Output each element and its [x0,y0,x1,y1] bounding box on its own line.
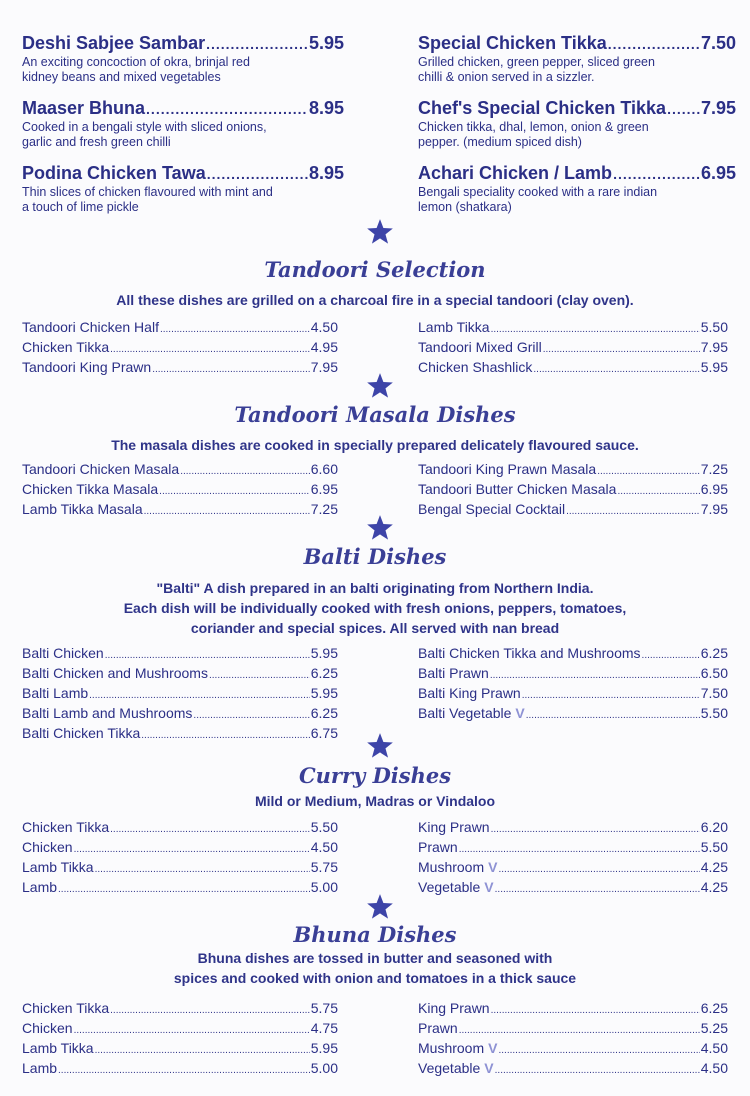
list-item [22,877,338,897]
special-item [22,33,344,84]
dish-name: Balti Chicken Tikka [22,725,141,741]
section-subtitle: All these dishes are grilled on a charcoal fire in a special tandoori (clay oven). [116,292,634,308]
section-title-curry: Curry Dishes [298,763,452,788]
dish-price: 4.25 [700,859,728,875]
section-subtitle: Bhuna dishes are tossed in butter and seasoned with [197,950,553,966]
dish-price: 6.50 [700,665,728,681]
dish-name: Lamb [22,879,58,895]
star-icon [366,514,394,542]
special-item [418,163,736,214]
dish-name: King Prawn [418,1000,490,1016]
list-item [22,857,338,877]
list-item [418,703,728,723]
dish-price: 5.00 [310,879,338,895]
list-item [418,817,728,837]
dish-price: 4.50 [700,1040,728,1056]
dish-price: 4.95 [310,339,338,355]
list-item [22,1058,338,1078]
list-item [418,837,728,857]
section-subtitle: The masala dishes are cooked in specially prepared delicately flavoured sauce. [111,437,639,453]
dish-name: Chicken Tikka [22,339,110,355]
dish-name: Chicken Tikka [22,819,110,835]
bhuna-left-list [22,998,338,1078]
list-item [418,857,728,877]
dish-description: Grilled chicken, green pepper, sliced green [418,55,655,69]
special-item [22,98,344,149]
dish-price: 6.25 [310,665,338,681]
dish-price: 8.95 [308,163,344,183]
list-item [22,459,338,479]
section-subtitle: "Balti" A dish prepared in an balti originating from Northern India. [156,580,594,596]
vegetarian-mark: V [488,1040,498,1056]
list-item [418,479,728,499]
dish-name: Tandoori King Prawn [22,359,152,375]
tandoori-right-list [418,317,728,377]
dish-name: Balti King Prawn [418,685,521,701]
dish-description: Cooked in a bengali style with sliced onions, [22,120,267,134]
dish-price: 7.25 [310,501,338,517]
dish-price: 5.00 [310,1060,338,1076]
section-subtitle: Mild or Medium, Madras or Vindaloo [254,793,496,809]
dish-name: Chicken Shashlick [418,359,533,375]
dish-description: garlic and fresh green chilli [22,135,171,149]
dish-name: Lamb Tikka [22,859,94,875]
dish-name: Mushroom [418,1040,485,1056]
dish-price: 5.50 [700,705,728,721]
dish-price: 4.50 [700,1060,728,1076]
dish-name: Lamb Tikka [22,1040,94,1056]
dish-price: 6.95 [310,481,338,497]
section-subtitle: coriander and special spices. All served with nan bread [190,620,560,636]
list-item [22,499,338,519]
star-icon [366,372,394,400]
dish-name: Chicken [22,839,73,855]
list-item [22,479,338,499]
star-icon [366,732,394,760]
dish-price: 7.25 [700,461,728,477]
dish-name: Balti Chicken Tikka and Mushrooms [418,645,641,661]
list-item [22,1018,338,1038]
special-item [22,163,344,214]
list-item [418,998,728,1018]
list-item [22,837,338,857]
vegetarian-mark: V [484,879,494,895]
list-item [22,723,338,743]
dish-name: Maaser Bhuna [22,98,146,118]
dish-description: An exciting concoction of okra, brinjal red [22,55,250,69]
special-item [418,98,736,149]
balti-right-list [418,643,728,723]
dish-price: 6.25 [700,645,728,661]
dish-price: 5.95 [310,685,338,701]
dish-price: 5.95 [310,1040,338,1056]
list-item [418,877,728,897]
vegetarian-mark: V [484,1060,494,1076]
list-item [418,459,728,479]
dish-price: 4.75 [310,1020,338,1036]
dish-name: Chef's Special Chicken Tikka [418,98,667,118]
vegetarian-mark: V [488,859,498,875]
list-item [418,663,728,683]
list-item [22,663,338,683]
dish-description: Chicken tikka, dhal, lemon, onion & green [418,120,649,134]
dish-name: Prawn [418,839,458,855]
list-item [22,817,338,837]
specials-right-column [418,33,736,228]
list-item [22,683,338,703]
dish-price: 8.95 [308,98,344,118]
specials-left-column [22,33,344,228]
dish-name: Mushroom [418,859,485,875]
dish-name: Balti Chicken and Mushrooms [22,665,208,681]
dish-price: 5.95 [310,645,338,661]
dish-price: 5.95 [700,359,728,375]
list-item [418,499,728,519]
section-title-balti: Balti Dishes [303,544,447,569]
dish-name: Special Chicken Tikka [418,33,607,53]
list-item [418,683,728,703]
vegetarian-mark: V [515,705,525,721]
section-title-masala: Tandoori Masala Dishes [234,402,516,427]
dish-price: 7.50 [700,685,728,701]
dish-price: 5.50 [310,819,338,835]
dish-price: 6.75 [310,725,338,741]
list-item [22,357,338,377]
list-item [418,317,728,337]
dish-description: chilli & onion served in a sizzler. [418,70,595,84]
dish-name: Bengal Special Cocktail [418,501,566,517]
dish-price: 4.50 [310,839,338,855]
dish-price: 5.25 [700,1020,728,1036]
dish-name: Balti Chicken [22,645,104,661]
dish-description: kidney beans and mixed vegetables [22,70,221,84]
dish-price: 6.20 [700,819,728,835]
dish-name: Tandoori King Prawn Masala [418,461,597,477]
section-title-tandoori: Tandoori Selection [264,257,486,282]
star-icon [366,893,394,921]
section-subtitle: spices and cooked with onion and tomatoes in a thick sauce [173,970,577,986]
dish-name: Balti Prawn [418,665,489,681]
dish-price: 5.95 [308,33,344,53]
list-item [418,1038,728,1058]
dish-name: Balti Lamb [22,685,89,701]
masala-right-list [418,459,728,519]
dish-price: 4.25 [700,879,728,895]
dish-price: 7.95 [310,359,338,375]
dish-name: Lamb Tikka [418,319,490,335]
dish-name: Balti Lamb and Mushrooms [22,705,193,721]
dish-price: 5.50 [700,319,728,335]
list-item [22,703,338,723]
list-item [22,317,338,337]
bhuna-right-list [418,998,728,1078]
dish-description: a touch of lime pickle [22,200,139,214]
dish-name: Achari Chicken / Lamb [418,163,613,183]
dish-price: 7.95 [700,501,728,517]
list-item [22,643,338,663]
dish-price: 5.75 [310,859,338,875]
masala-left-list [22,459,338,519]
dish-description: lemon (shatkara) [418,200,512,214]
dish-price: 6.95 [700,481,728,497]
dish-name: Tandoori Butter Chicken Masala [418,481,617,497]
curry-left-list [22,817,338,897]
dish-name: King Prawn [418,819,490,835]
balti-left-list [22,643,338,743]
curry-right-list [418,817,728,897]
list-item [418,1058,728,1078]
dish-name: Balti Vegetable [418,705,512,721]
list-item [418,1018,728,1038]
list-item [418,337,728,357]
dish-price: 7.50 [700,33,736,53]
list-item [418,357,728,377]
list-item [22,998,338,1018]
dish-description: Bengali speciality cooked with a rare indian [418,185,658,199]
dish-name: Lamb [22,1060,58,1076]
dish-name: Chicken [22,1020,73,1036]
list-item [22,1038,338,1058]
dish-price: 6.25 [310,705,338,721]
dish-name: Deshi Sabjee Sambar [22,33,206,53]
dish-name: Prawn [418,1020,458,1036]
dish-name: Tandoori Mixed Grill [418,339,542,355]
star-icon [366,218,394,246]
dish-price: 7.95 [700,339,728,355]
section-subtitle: Each dish will be individually cooked with fresh onions, peppers, tomatoes, [123,600,627,616]
dish-price: 4.50 [310,319,338,335]
dish-name: Tandoori Chicken Masala [22,461,180,477]
dish-description: pepper. (medium spiced dish) [418,135,582,149]
dish-name: Podina Chicken Tawa [22,163,206,183]
dish-name: Tandoori Chicken Half [22,319,159,335]
dish-price: 7.95 [700,98,736,118]
dish-price: 6.25 [700,1000,728,1016]
dish-price: 6.95 [700,163,736,183]
list-item [22,337,338,357]
section-title-bhuna: Bhuna Dishes [293,922,457,947]
special-item [418,33,736,84]
dish-name: Vegetable [418,1060,481,1076]
dish-price: 5.50 [700,839,728,855]
dish-description: Thin slices of chicken flavoured with mint and [22,185,273,199]
dish-name: Lamb Tikka Masala [22,501,143,517]
dish-name: Chicken Tikka Masala [22,481,159,497]
dish-price: 5.75 [310,1000,338,1016]
list-item [418,643,728,663]
dish-name: Vegetable [418,879,481,895]
dish-name: Chicken Tikka [22,1000,110,1016]
dish-price: 6.60 [310,461,338,477]
tandoori-left-list [22,317,338,377]
